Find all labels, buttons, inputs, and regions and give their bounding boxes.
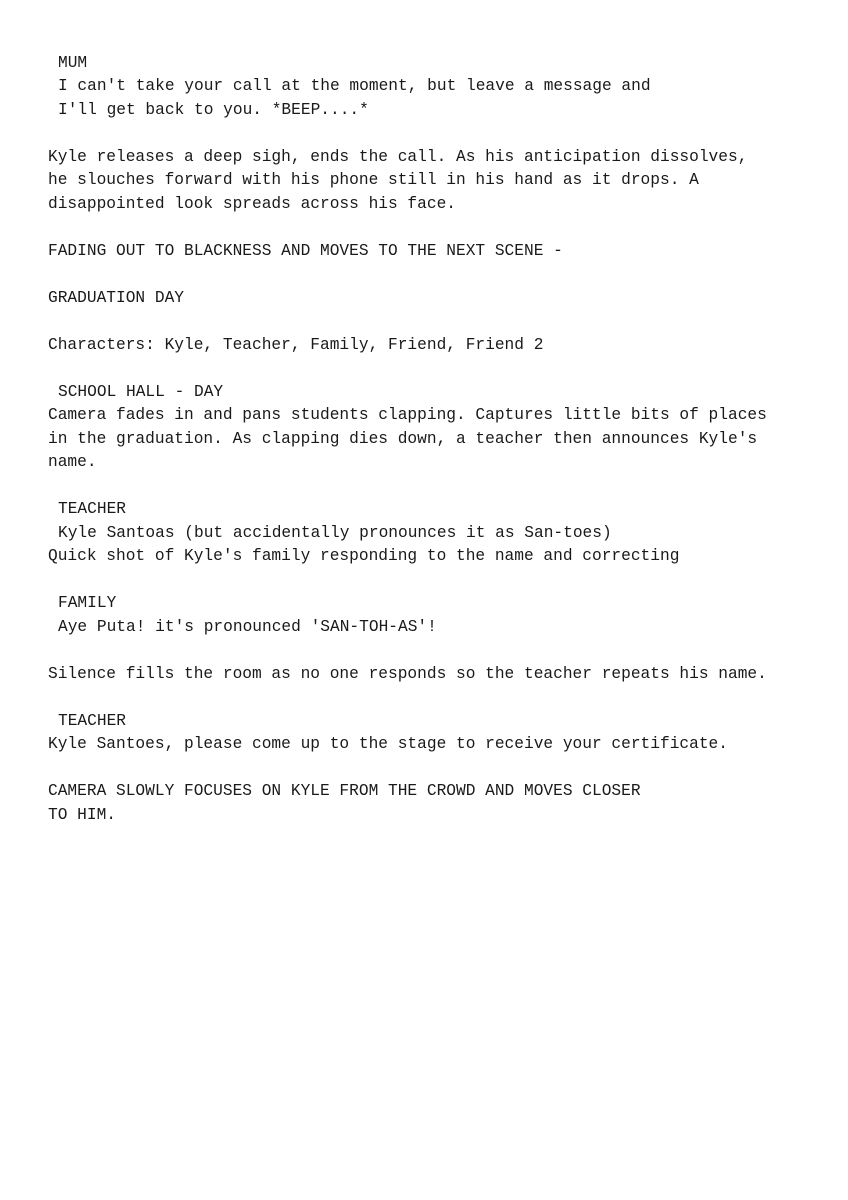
scene-title: GRADUATION DAY [48,289,184,307]
dialogue-family: Aye Puta! it's pronounced 'SAN-TOH-AS'! [58,618,437,636]
action-line: in the graduation. As clapping dies down, a teacher then announces Kyle's [48,430,758,448]
action-line: Camera fades in and pans students clapping. Captures little bits of places [48,406,767,424]
action-line: Silence fills the room as no one responds so the teacher repeats his name. [48,665,767,683]
action-line: Kyle releases a deep sigh, ends the call. As his anticipation dissolves, [48,148,748,166]
action-line: TO HIM. [48,806,116,824]
character-name-mum: MUM [58,54,88,72]
character-name-teacher: TEACHER [58,500,126,518]
transition-line: FADING OUT TO BLACKNESS AND MOVES TO THE NEXT SCENE - [48,242,563,260]
dialogue-teacher: Kyle Santoas (but accidentally pronounces it as San-toes) [58,524,612,542]
action-line: disappointed look spreads across his face. [48,195,456,213]
action-line: name. [48,453,97,471]
dialogue-mum-line-2: I'll get back to you. *BEEP....* [58,101,369,119]
characters-list: Characters: Kyle, Teacher, Family, Friend, Friend 2 [48,336,544,354]
action-line: he slouches forward with his phone still in his hand as it drops. A [48,171,699,189]
action-line: CAMERA SLOWLY FOCUSES ON KYLE FROM THE CROWD AND MOVES CLOSER [48,782,641,800]
character-name-family: FAMILY [58,594,117,612]
character-name-teacher: TEACHER [58,712,126,730]
action-line: Quick shot of Kyle's family responding to the name and correcting [48,547,680,565]
dialogue-teacher: Kyle Santoes, please come up to the stage to receive your certificate. [48,735,728,753]
scene-slugline: SCHOOL HALL - DAY [58,383,224,401]
dialogue-mum-line-1: I can't take your call at the moment, but leave a message and [58,77,651,95]
